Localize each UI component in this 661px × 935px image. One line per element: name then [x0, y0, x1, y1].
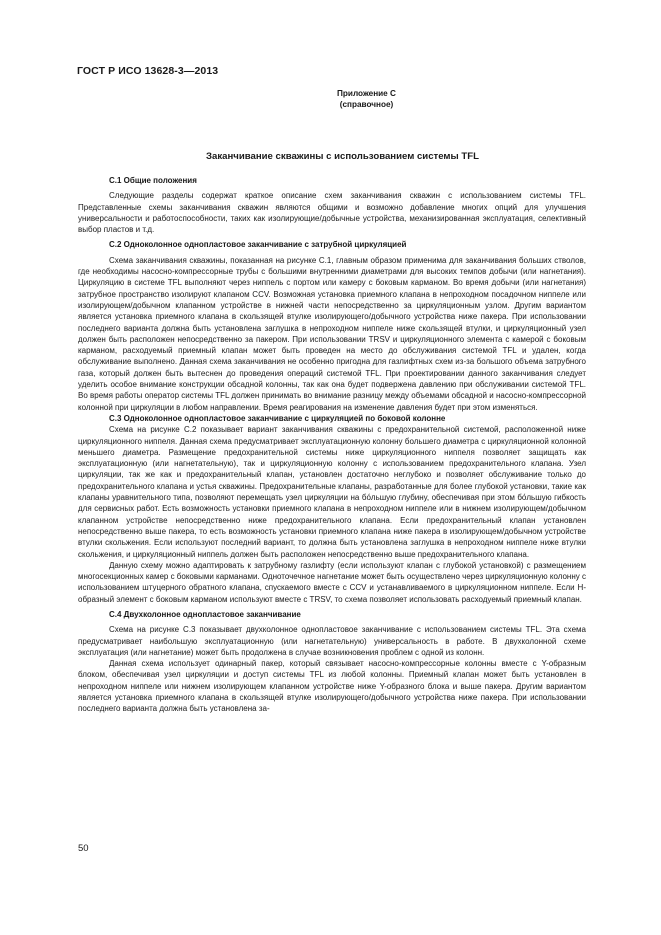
document-title-text: Заканчивание скважины с использованием системы TFL	[206, 151, 479, 162]
section-heading-c4: С.4 Двухколонное однопластовое заканчивание	[109, 609, 301, 619]
section-heading-c1: С.1 Общие положения	[109, 176, 197, 185]
document-body	[78, 175, 586, 715]
appendix-subtitle: (справочное)	[339, 100, 394, 109]
document-title	[0, 151, 661, 162]
section-c4-paragraph-1: Схема на рисунке С.3 показывает двухколонное однопластовое заканчивание с использованием системы TFL. Эта схема предусматривает наибольшую эксплуатационную (или нагнетательную) универсальность в работе. В двухколонной схеме эксплуатация (или нагнетание) может быть продолжена в случае возникновения проблем с одной из колонн.	[78, 625, 586, 657]
page-number: 50	[78, 843, 89, 854]
appendix-title: Приложение С	[337, 89, 396, 98]
section-c2-paragraph-1: Схема заканчивания скважины, показанная на рисунке С.1, главным образом применима для заканчивания больших стволов, где необходимы насосно-компрессорные трубы с большими внутренними диаметрами для высоких темпов добычи (или нагнетания). Циркуляцию в системе TFL выполняют через ниппель с портом или камеру с боковым карманом. Во время добычи (или нагнетания) затрубное пространство изолируют клапаном CCV. Возможная установка приемного клапана в непроходном посадочном ниппеле или изолирующем/добычном клапанном устройстве в нижней части непосредственно за циркуляционным узлом. Другим вариантом является установка приемного клапана в скользящей втулке изолирующего/добычного устройства ниже пакера. При использовании последнего варианта должна быть установлена заглушка в непроходном ниппеле ниже скользящей втулки, и циркуляционный узел должен быть расположен непосредственно за пакером. При использовании TRSV и циркуляционного элемента с камерой с боковым карманом, расходуемый приемный клапан может быть проведен на место до обслуживания системой TFL и удален, когда обслуживание выполнено. Данная схема заканчивания не особенно пригодна для газлифтных схем из-за большого объема затрубного газа, который должен быть вытеснен до проведения операций системой TFL. При проектировании данного заканчивания следует уделить особое внимание конструкции обсадной колонны, так как она будет подвержена давлению при обслуживании системой TFL. Во время работы оператор системы TFL должен принимать во внимание разницу между объемами обсадной и насосно-компрессорной колонной при циркуляции в любом направлении. Время реагирования на изменение давления будет при этом изменяться.	[78, 255, 586, 412]
section-c3-paragraph-1: Схема на рисунке С.2 показывает вариант заканчивания скважины с предохранительной системой, расположенной ниже циркуляционного ниппеля. Данная схема предусматривает эксплуатационную колонну большего диаметра с циркуляционной колонной меньшего диаметра. Размещение предохранительной системы ниже циркуляционного ниппеля позволяет защищать как эксплуатационную (или нагнетательную), так и циркуляционную колонну с использованием предохранительного клапана. Узел циркуляции, так же как и предохранительный клапан, установлен достаточно неглубоко и позволяет обслуживание только до предохранительного клапана и устья скважины. Предохранительные клапаны, разработанные для более глубокой установки, такие как клапаны уравнительного типа, позволяют перемещать узел циркуляции на бо́льшую глубину, обеспечивая при этом бо́льшую гибкость для сервисных работ. Есть возможность установки приемного клапана в непроходном ниппеле или в нижнем изолирующем/добычном клапанном устройстве непосредственно ниже предохранительного клапана. Если предохранительный клапан установлен непосредственно выше пакера, то есть возможность установки приемного клапана ниже пакера в изолирующем/добычном устройстве втулки скольжения. Если используют последний вариант, то должна быть установлена заглушка в непроходном ниппеле ниже втулки скольжения, и циркуляционный ниппель должен быть расположен непосредственно выше предохранительного клапана.	[78, 425, 586, 559]
section-c4-paragraph-2: Данная схема использует одинарный пакер, который связывает насосно-компрессорные колонны вместе с Y-образным блоком, обеспечивая узел циркуляции и доступ системы TFL из любой колонны. Приемный клапан может быть установлен в непроходном ниппеле или нижнем изолирующем клапанном устройстве ниже Y-образного блока и выше пакера. Другим вариантом является установка приемного клапана в скользящей втулке изолирующего/добычного устройства ниже пакера. При использовании последнего варианта должна быть установлена за-	[78, 659, 586, 714]
standard-header: ГОСТ Р ИСО 13628-3—2013	[77, 65, 219, 77]
section-c3-paragraph-2: Данную схему можно адаптировать к затрубному газлифту (если используют клапан с глубокой установкой) с размещением многосекционных камер с боковыми карманами. Одноточечное нагнетание может быть осуществлено через циркуляционную колонну с использованием штуцерного обратного клапана, спускаемого вместе с CCV и устанавливаемого в циркуляционном ниппеле. Если H-образный элемент с боковым карманом используют вместе с TRSV, то схема позволяет использовать расходуемый приемный клапан.	[78, 560, 586, 604]
appendix-block	[0, 88, 661, 110]
section-heading-c2: С.2 Одноколонное однопластовое заканчивание с затрубной циркуляцией	[109, 240, 407, 250]
section-heading-c3: С.3 Одноколонное однопластовое заканчивание с циркуляцией по боковой колонне	[109, 413, 446, 423]
section-c1-paragraph-1: Следующие разделы содержат краткое описание схем заканчивания скважин с использованием системы TFL. Представленные схемы заканчивания скважин являются общими и возможно добавление многих опций для улучшения универсальности и работоспособности, таких как изолирующие/добычные устройства, механизированная эксплуатация, селективный выбор пластов и т.д.	[78, 191, 586, 235]
